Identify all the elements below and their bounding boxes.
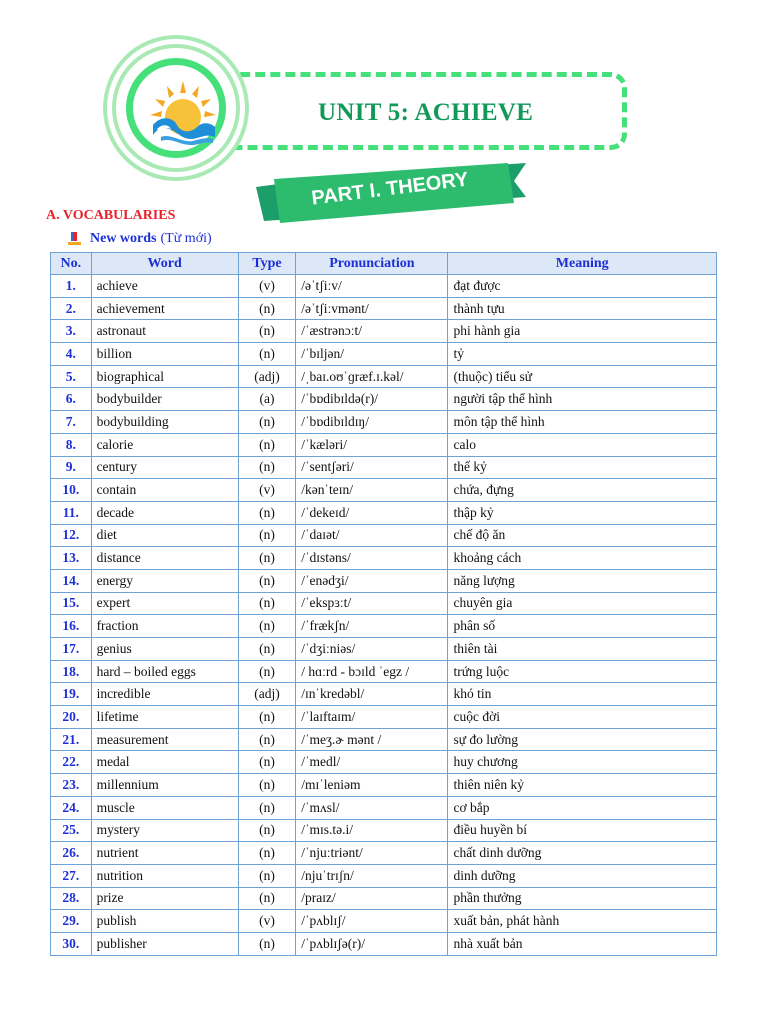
cell-number: 28. — [51, 887, 92, 910]
cell-number: 2. — [51, 297, 92, 320]
table-row — [51, 932, 717, 955]
cell-word: medal — [91, 751, 238, 774]
cell-pronunciation: /ˈdʒiːniəs/ — [296, 638, 448, 661]
cell-number: 26. — [51, 842, 92, 865]
cell-pronunciation: /ˌbaɪ.oʊˈɡræf.ɪ.kəl/ — [296, 365, 448, 388]
table-row — [51, 411, 717, 434]
cell-pronunciation: /ˈkæləri/ — [296, 433, 448, 456]
table-row — [51, 910, 717, 933]
cell-meaning: trứng luộc — [448, 660, 717, 683]
table-body — [51, 275, 717, 956]
table-row — [51, 501, 717, 524]
cell-meaning: cuộc đời — [448, 706, 717, 729]
cell-number: 18. — [51, 660, 92, 683]
cell-number: 3. — [51, 320, 92, 343]
cell-number: 4. — [51, 343, 92, 366]
table-row — [51, 728, 717, 751]
cell-pronunciation: /ˈbɒdibɪldə(r)/ — [296, 388, 448, 411]
cell-pronunciation: /mɪˈleniəm — [296, 774, 448, 797]
cell-pronunciation: /praɪz/ — [296, 887, 448, 910]
table-row — [51, 887, 717, 910]
cell-meaning: calo — [448, 433, 717, 456]
cell-meaning: chất dinh dưỡng — [448, 842, 717, 865]
cell-type: (a) — [238, 388, 296, 411]
table-row — [51, 547, 717, 570]
table-row — [51, 343, 717, 366]
cell-meaning: huy chương — [448, 751, 717, 774]
cell-word: prize — [91, 887, 238, 910]
cell-number: 13. — [51, 547, 92, 570]
cell-pronunciation: /ˈdekeɪd/ — [296, 501, 448, 524]
cell-number: 9. — [51, 456, 92, 479]
cell-type: (n) — [238, 932, 296, 955]
cell-meaning: phân số — [448, 615, 717, 638]
cell-meaning: sự đo lường — [448, 728, 717, 751]
cell-type: (n) — [238, 320, 296, 343]
cell-word: genius — [91, 638, 238, 661]
cell-word: achievement — [91, 297, 238, 320]
cell-pronunciation: /ˈekspɜːt/ — [296, 592, 448, 615]
cell-word: incredible — [91, 683, 238, 706]
cell-word: astronaut — [91, 320, 238, 343]
cell-type: (n) — [238, 706, 296, 729]
page-header — [0, 0, 768, 240]
cell-type: (n) — [238, 411, 296, 434]
cell-type: (v) — [238, 479, 296, 502]
column-header-no: No. — [51, 253, 92, 275]
table-row — [51, 388, 717, 411]
cell-type: (adj) — [238, 683, 296, 706]
cell-number: 14. — [51, 569, 92, 592]
cell-type: (n) — [238, 433, 296, 456]
cell-pronunciation: /ˈdaɪət/ — [296, 524, 448, 547]
table-row — [51, 479, 717, 502]
cell-pronunciation: /ˈpʌblɪʃə(r)/ — [296, 932, 448, 955]
cell-word: energy — [91, 569, 238, 592]
cell-pronunciation: /ˈenədʒi/ — [296, 569, 448, 592]
cell-type: (n) — [238, 569, 296, 592]
cell-pronunciation: /əˈtʃiːvmənt/ — [296, 297, 448, 320]
table-row — [51, 524, 717, 547]
cell-type: (n) — [238, 592, 296, 615]
cell-meaning: thập kỷ — [448, 501, 717, 524]
cell-word: diet — [91, 524, 238, 547]
table-row — [51, 706, 717, 729]
cell-meaning: thiên tài — [448, 638, 717, 661]
cell-type: (n) — [238, 751, 296, 774]
cell-meaning: chế độ ăn — [448, 524, 717, 547]
column-header-meaning: Meaning — [448, 253, 717, 275]
cell-meaning: khó tin — [448, 683, 717, 706]
cell-number: 8. — [51, 433, 92, 456]
part-title: PART I. THEORY — [310, 168, 470, 210]
column-header-word: Word — [91, 253, 238, 275]
cell-meaning: khoảng cách — [448, 547, 717, 570]
cell-pronunciation: /ˈfrækʃn/ — [296, 615, 448, 638]
table-row — [51, 751, 717, 774]
cell-word: lifetime — [91, 706, 238, 729]
subheading-title: New words — [90, 231, 157, 246]
cell-type: (n) — [238, 660, 296, 683]
cell-type: (v) — [238, 275, 296, 298]
cell-pronunciation: /ˈlaɪftaɪm/ — [296, 706, 448, 729]
logo-badge — [112, 44, 240, 172]
cell-word: decade — [91, 501, 238, 524]
cell-word: century — [91, 456, 238, 479]
cell-pronunciation: /kənˈteɪn/ — [296, 479, 448, 502]
cell-word: publish — [91, 910, 238, 933]
cell-type: (adj) — [238, 365, 296, 388]
table-row — [51, 569, 717, 592]
cell-meaning: thế kỷ — [448, 456, 717, 479]
cell-number: 5. — [51, 365, 92, 388]
logo-ring — [126, 58, 226, 158]
cell-word: bodybuilding — [91, 411, 238, 434]
cell-word: measurement — [91, 728, 238, 751]
column-header-type: Type — [238, 253, 296, 275]
cell-meaning: người tập thể hình — [448, 388, 717, 411]
table-row — [51, 796, 717, 819]
cell-word: publisher — [91, 932, 238, 955]
table-row — [51, 842, 717, 865]
cell-type: (n) — [238, 456, 296, 479]
cell-word: nutrition — [91, 864, 238, 887]
cell-pronunciation: /ˈmʌsl/ — [296, 796, 448, 819]
cell-pronunciation: /ˈmeʒ.ɚ mənt / — [296, 728, 448, 751]
cell-word: biographical — [91, 365, 238, 388]
table-row — [51, 320, 717, 343]
cell-number: 17. — [51, 638, 92, 661]
cell-pronunciation: /əˈtʃiːv/ — [296, 275, 448, 298]
cell-number: 27. — [51, 864, 92, 887]
cell-meaning: điều huyền bí — [448, 819, 717, 842]
cell-word: expert — [91, 592, 238, 615]
cell-number: 20. — [51, 706, 92, 729]
table-row — [51, 433, 717, 456]
table-row — [51, 819, 717, 842]
table-row — [51, 297, 717, 320]
table-row — [51, 615, 717, 638]
cell-meaning: chứa, đựng — [448, 479, 717, 502]
cell-word: distance — [91, 547, 238, 570]
cell-number: 7. — [51, 411, 92, 434]
cell-type: (n) — [238, 842, 296, 865]
cell-number: 10. — [51, 479, 92, 502]
cell-pronunciation: /ɪnˈkredəbl/ — [296, 683, 448, 706]
cell-meaning: phần thưởng — [448, 887, 717, 910]
cell-word: hard – boiled eggs — [91, 660, 238, 683]
table-row — [51, 683, 717, 706]
cell-number: 21. — [51, 728, 92, 751]
cell-number: 19. — [51, 683, 92, 706]
column-header-pronunciation: Pronunciation — [296, 253, 448, 275]
cell-word: millennium — [91, 774, 238, 797]
cell-meaning: cơ bắp — [448, 796, 717, 819]
cell-pronunciation: /ˈbɒdibɪldɪŋ/ — [296, 411, 448, 434]
cell-type: (n) — [238, 547, 296, 570]
sun-wave-icon — [147, 79, 219, 151]
cell-meaning: năng lượng — [448, 569, 717, 592]
table-row — [51, 638, 717, 661]
vocabulary-table — [50, 252, 717, 956]
cell-type: (n) — [238, 819, 296, 842]
subheading — [68, 231, 212, 247]
subheading-note: (Từ mới) — [160, 231, 212, 246]
cell-type: (v) — [238, 910, 296, 933]
cell-number: 23. — [51, 774, 92, 797]
cell-meaning: đạt được — [448, 275, 717, 298]
cell-word: mystery — [91, 819, 238, 842]
cell-number: 15. — [51, 592, 92, 615]
cell-word: muscle — [91, 796, 238, 819]
cell-word: billion — [91, 343, 238, 366]
cell-number: 29. — [51, 910, 92, 933]
cell-number: 22. — [51, 751, 92, 774]
cell-type: (n) — [238, 501, 296, 524]
cell-type: (n) — [238, 638, 296, 661]
cell-number: 30. — [51, 932, 92, 955]
cell-number: 1. — [51, 275, 92, 298]
cell-meaning: xuất bản, phát hành — [448, 910, 717, 933]
cell-number: 11. — [51, 501, 92, 524]
cell-number: 12. — [51, 524, 92, 547]
cell-type: (n) — [238, 774, 296, 797]
cell-pronunciation: /njuˈtrɪʃn/ — [296, 864, 448, 887]
cell-pronunciation: /ˈmɪs.tə.i/ — [296, 819, 448, 842]
cell-meaning: dinh dưỡng — [448, 864, 717, 887]
cell-type: (n) — [238, 524, 296, 547]
cell-pronunciation: /ˈmedl/ — [296, 751, 448, 774]
cell-meaning: (thuộc) tiểu sử — [448, 365, 717, 388]
cell-type: (n) — [238, 297, 296, 320]
table-row — [51, 864, 717, 887]
cell-meaning: nhà xuất bản — [448, 932, 717, 955]
cell-meaning: chuyên gia — [448, 592, 717, 615]
cell-number: 6. — [51, 388, 92, 411]
cell-number: 25. — [51, 819, 92, 842]
cell-pronunciation: /ˈnjuːtriənt/ — [296, 842, 448, 865]
cell-pronunciation: /ˈdɪstəns/ — [296, 547, 448, 570]
table-row — [51, 275, 717, 298]
unit-title: UNIT 5: ACHIEVE — [318, 99, 534, 126]
cell-type: (n) — [238, 615, 296, 638]
cell-word: fraction — [91, 615, 238, 638]
cell-word: contain — [91, 479, 238, 502]
cell-type: (n) — [238, 796, 296, 819]
table-header-row — [51, 253, 717, 275]
cell-meaning: tỷ — [448, 343, 717, 366]
table-row — [51, 456, 717, 479]
cell-type: (n) — [238, 887, 296, 910]
cell-meaning: thành tựu — [448, 297, 717, 320]
cell-pronunciation: /ˈbɪljən/ — [296, 343, 448, 366]
cell-pronunciation: /ˈpʌblɪʃ/ — [296, 910, 448, 933]
cell-type: (n) — [238, 728, 296, 751]
cell-meaning: phi hành gia — [448, 320, 717, 343]
section-heading: A. VOCABULARIES — [46, 208, 176, 223]
table-row — [51, 774, 717, 797]
cell-meaning: thiên niên kỷ — [448, 774, 717, 797]
cell-word: achieve — [91, 275, 238, 298]
table-row — [51, 660, 717, 683]
cell-meaning: môn tập thể hình — [448, 411, 717, 434]
cell-word: bodybuilder — [91, 388, 238, 411]
bookmark-icon — [68, 232, 82, 246]
cell-pronunciation: /ˈsentʃəri/ — [296, 456, 448, 479]
cell-pronunciation: / hɑːrd - bɔɪld ˈegz / — [296, 660, 448, 683]
cell-word: nutrient — [91, 842, 238, 865]
table-row — [51, 592, 717, 615]
cell-number: 16. — [51, 615, 92, 638]
cell-word: calorie — [91, 433, 238, 456]
cell-pronunciation: /ˈæstrənɔːt/ — [296, 320, 448, 343]
table-row — [51, 365, 717, 388]
cell-type: (n) — [238, 864, 296, 887]
cell-type: (n) — [238, 343, 296, 366]
cell-number: 24. — [51, 796, 92, 819]
